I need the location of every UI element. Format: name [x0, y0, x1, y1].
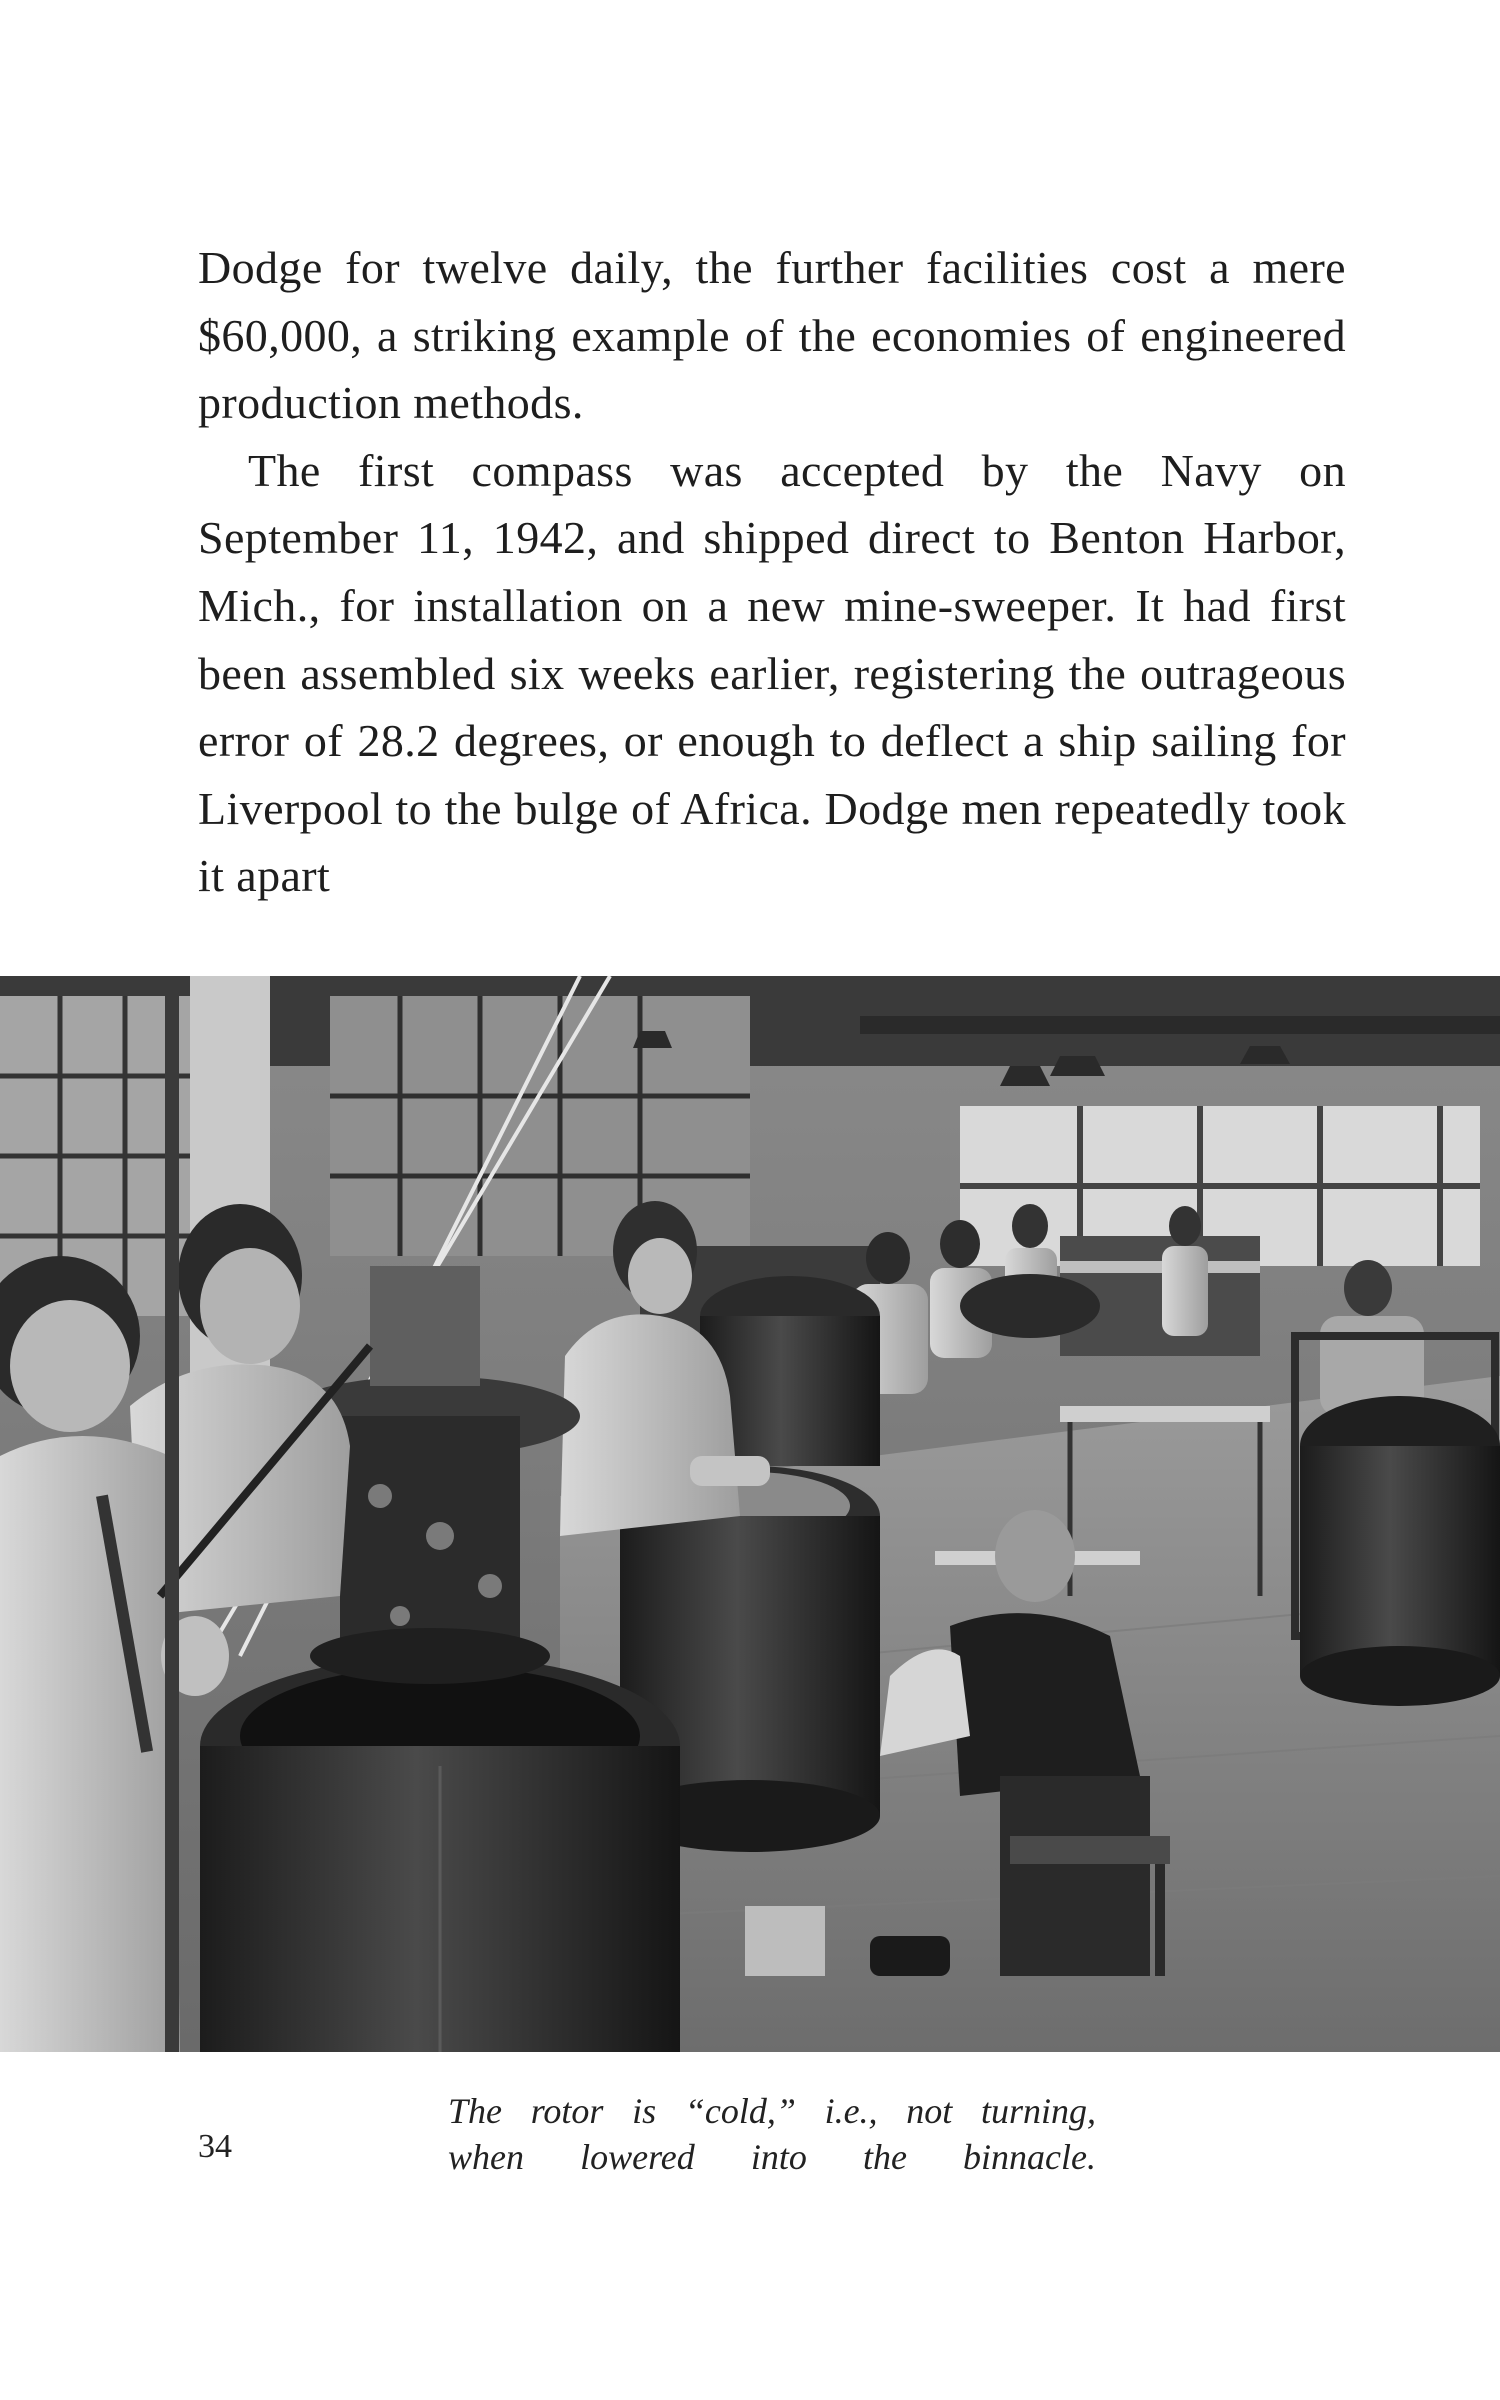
- body-text: [198, 234, 1346, 910]
- factory-photograph: [0, 976, 1500, 2052]
- caption-line-1: The rotor is “cold,” i.e., not turning,: [448, 2091, 1096, 2131]
- paragraph-2: The first compass was accepted by the Navy on September 11, 1942, and shipped direct to Benton Harbor, Mich., for installation on a new mine-sweeper. It had first been assembled six weeks earlier, registering the outrageous error of 28.2 degrees, or enough to deflect a ship sailing for Liverpool to the bulge of Africa. Dodge men repeatedly took it apart: [198, 444, 1346, 902]
- caption-line-2: when lowered into the binnacle.: [448, 2137, 1096, 2177]
- factory-photo-illustration: [0, 976, 1500, 2052]
- photo-caption: [448, 2088, 1096, 2180]
- page-number: 34: [198, 2128, 232, 2165]
- paragraph-1: Dodge for twelve daily, the further facilities cost a mere $60,000, a striking example of the economies of engineered production methods.: [198, 242, 1346, 429]
